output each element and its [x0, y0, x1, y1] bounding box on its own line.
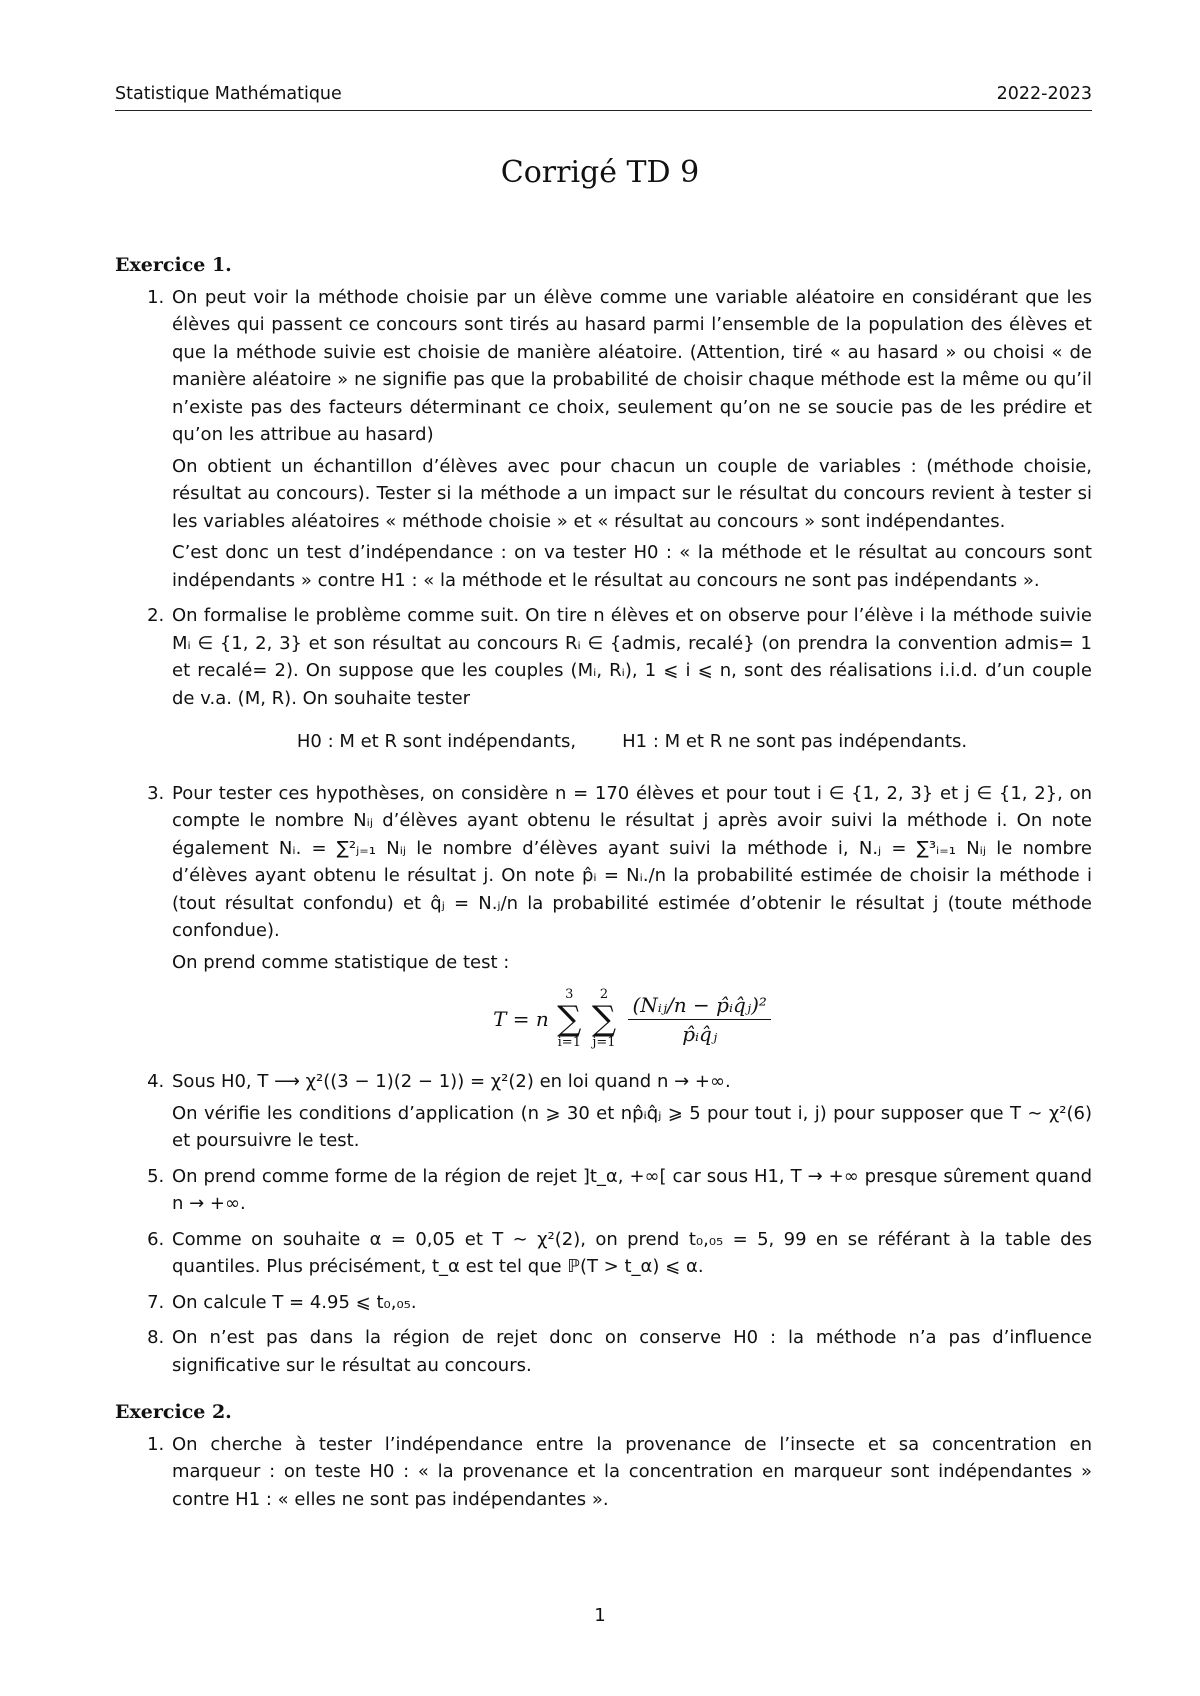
header-course: Statistique Mathématique [115, 84, 342, 104]
formula-fraction [628, 993, 770, 1046]
exercise-1-item-2 [170, 602, 1092, 756]
header-year: 2022-2023 [996, 84, 1092, 104]
formula-lhs: T = n [493, 1007, 549, 1031]
exercise-1-item-4 [170, 1068, 1092, 1155]
page-number: 1 [594, 1605, 606, 1626]
exercise-2-item-1: 1. On cherche à tester l’indépendance entre la provenance de l’insecte et sa concentration en marqueur : on teste H0 : « la provenance et la concentration en marqueur sont indépendantes » contre H1 : « elles ne sont pas indépendantes ». [170, 1431, 1092, 1514]
ex1-item3-text: Pour tester ces hypothèses, on considère n = 170 élèves et pour tout i ∈ {1, 2, 3} et j ∈ {1, 2}, on compte le nombre Nᵢⱼ d’élèves ayant obtenu le résultat j après avoir suivi la méthode i. On note également Nᵢ. = ∑²ⱼ₌₁ Nᵢⱼ le nombre d’élèves ayant suivi la méthode i, N.ⱼ = ∑³ᵢ₌₁ Nᵢⱼ le nombre d’élèves ayant obtenu le résultat j. On note p̂ᵢ = Nᵢ./n la probabilité estimée de choisir la méthode i (tout résultat confondu) et q̂ⱼ = N.ⱼ/n la probabilité estimée d’obtenir le résultat j (toute méthode confondue). [172, 782, 1092, 941]
ex1-item2-text: On formalise le problème comme suit. On tire n élèves et on observe pour l’élève i la méthode suivie Mᵢ ∈ {1, 2, 3} et son résultat au concours Rᵢ ∈ {admis, recalé} (on prendra la convention admis= 1 et recalé= 2). On suppose que les couples (Mᵢ, Rᵢ), 1 ⩽ i ⩽ n, sont des réalisations i.i.d. d’un couple de v.a. (M, R). On souhaite tester [172, 605, 1092, 709]
exercise-1-item-8: 8. On n’est pas dans la région de rejet donc on conserve H0 : la méthode n’a pas d’influence significative sur le résultat au concours. [170, 1324, 1092, 1379]
exercise-2-list [115, 1431, 1092, 1514]
ex1-item4-p1: Sous H0, T ⟶ χ²((3 − 1)(2 − 1)) = χ²(2) en loi quand n → +∞. [172, 1071, 731, 1092]
exercise-1-item-1 [170, 284, 1092, 595]
exercise-2-heading: Exercice 2. [115, 1401, 232, 1423]
hypothesis-h0: H0 : M et R sont indépendants, [296, 731, 577, 752]
ex1-item4-p2: On vérifie les conditions d’application (n ⩾ 30 et np̂ᵢq̂ⱼ ⩾ 5 pour tout i, j) pour supposer que T ∼ χ²(6) et poursuivre le test. [172, 1102, 1092, 1151]
ex1-item3-stat-intro: On prend comme statistique de test : [172, 951, 510, 973]
ex1-item1-p3: C’est donc un test d’indépendance : on va tester H0 : « la méthode et le résultat au concours sont indépendants » contre H1 : « la méthode et le résultat au concours ne sont pas indépendants ». [172, 542, 1092, 591]
exercise-1-heading: Exercice 1. [115, 254, 232, 276]
running-header [115, 84, 1092, 111]
test-statistic-formula [172, 988, 1092, 1050]
formula-sum-j [592, 988, 616, 1050]
exercise-1-item-7: 7. On calcule T = 4.95 ⩽ t₀,₀₅. [170, 1289, 1092, 1317]
sum-i-sigma: ∑ [557, 999, 582, 1039]
exercise-1-list [115, 284, 1092, 1380]
exercise-1-item-3 [170, 780, 1092, 1051]
ex1-item1-p1: On peut voir la méthode choisie par un élève comme une variable aléatoire en considérant que les élèves qui passent ce concours sont tirés au hasard parmi l’ensemble de la population des élèves et que la méthode suivie est choisie de manière aléatoire. (Attention, tiré « au hasard » ou choisi « de manière aléatoire » ne signifie pas que la probabilité de choisir chaque méthode est la même ou qu’il n’existe pas des facteurs déterminant ce choix, seulement qu’on ne se soucie pas de les prédire et qu’on les attribue au hasard) [172, 286, 1092, 445]
page-title: Corrigé TD 9 [500, 155, 700, 190]
formula-sum-i [557, 988, 581, 1050]
exercise-1-item-6: 6. Comme on souhaite α = 0,05 et T ∼ χ²(2), on prend t₀,₀₅ = 5, 99 en se référant à la table des quantiles. Plus précisément, t_α est tel que ℙ(T > t_α) ⩽ α. [170, 1226, 1092, 1281]
sum-j-upper: 2 [599, 987, 609, 1002]
sum-j-lower: j=1 [592, 1035, 616, 1050]
sum-i-lower: i=1 [557, 1035, 581, 1050]
sum-j-sigma: ∑ [591, 999, 617, 1039]
fraction-denominator: p̂ᵢq̂ⱼ [682, 1021, 718, 1046]
document-body [115, 252, 1092, 1521]
exercise-1-item-5: 5. On prend comme forme de la région de rejet ]t_α, +∞[ car sous H1, T → +∞ presque sûrement quand n → +∞. [170, 1163, 1092, 1218]
hypotheses-line [172, 728, 1092, 756]
sum-i-upper: 3 [565, 987, 574, 1002]
ex1-item1-p2: On obtient un échantillon d’élèves avec pour chacun un couple de variables : (méthode choisie, résultat au concours). Tester si la méthode a un impact sur le résultat du concours revient à tester si les variables aléatoires « méthode choisie » et « résultat au concours » sont indépendantes. [172, 455, 1092, 532]
hypothesis-h1: H1 : M et R ne sont pas indépendants. [622, 731, 968, 752]
fraction-numerator: (Nᵢⱼ/n − p̂ᵢq̂ⱼ)² [628, 993, 770, 1020]
